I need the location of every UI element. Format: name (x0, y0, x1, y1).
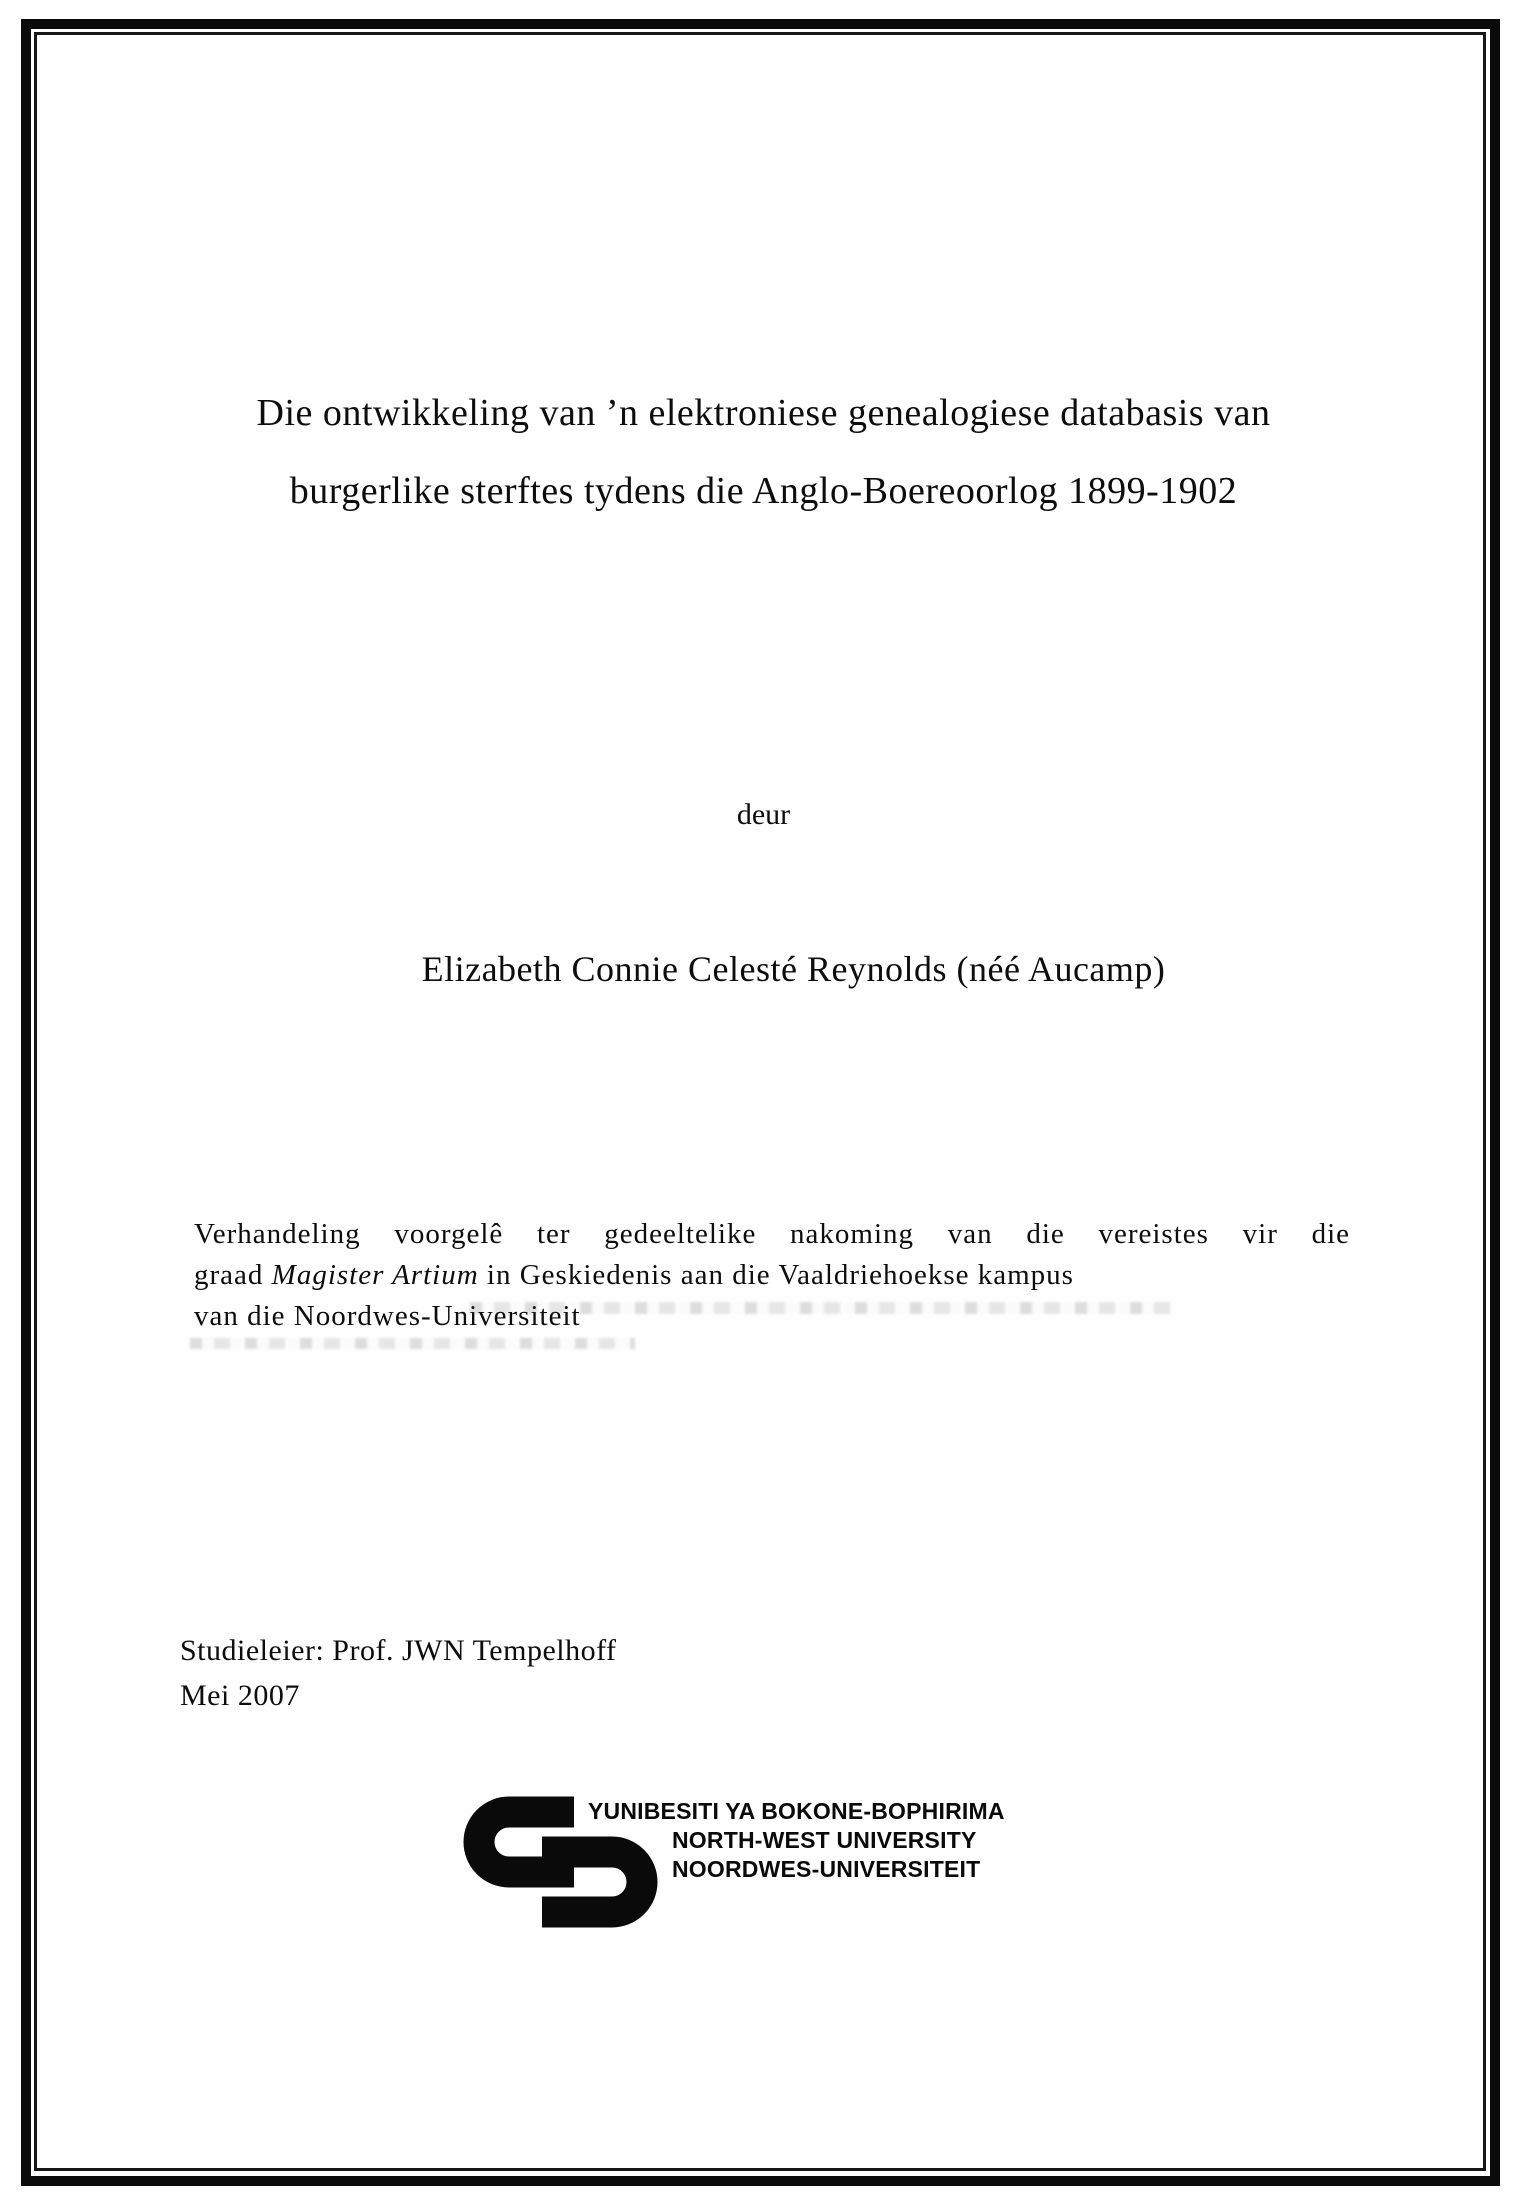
magister-artium-italic: Magister Artium (271, 1259, 479, 1291)
statement-line2-prefix: graad (194, 1259, 272, 1291)
thesis-title-line2: burgerlike sterftes tydens die Anglo-Boereoorlog 1899-1902 (289, 470, 1238, 512)
logo-wordmark (588, 1797, 1005, 1884)
byline-deur: deur (736, 798, 791, 831)
logo-line-english: NORTH-WEST UNIVERSITY (672, 1827, 977, 1853)
logo-line-afrikaans: NOORDWES-UNIVERSITEIT (672, 1856, 981, 1882)
date-line: Mei 2007 (180, 1679, 300, 1712)
statement-line-3: van die Noordwes-Universiteit (194, 1300, 581, 1332)
supervisor-block (180, 1628, 617, 1718)
thesis-title-line1: Die ontwikkeling van ’n elektroniese genealogiese databasis van (256, 392, 1271, 434)
thesis-statement (194, 1214, 1350, 1337)
thesis-title (0, 374, 1527, 530)
supervisor-line: Studieleier: Prof. JWN Tempelhoff (180, 1634, 617, 1667)
logo-line-setswana: YUNIBESITI YA BOKONE-BOPHIRIMA (588, 1798, 1005, 1824)
statement-line-1: Verhandeling voorgelê ter gedeeltelike nakoming van die vereistes vir die (194, 1218, 1350, 1250)
statement-line-2 (194, 1255, 1350, 1296)
statement-line2-suffix: in Geskiedenis aan die Vaaldriehoekse kampus (478, 1259, 1074, 1291)
author-name: Elizabeth Connie Celesté Reynolds (néé Aucamp) (421, 949, 1166, 989)
